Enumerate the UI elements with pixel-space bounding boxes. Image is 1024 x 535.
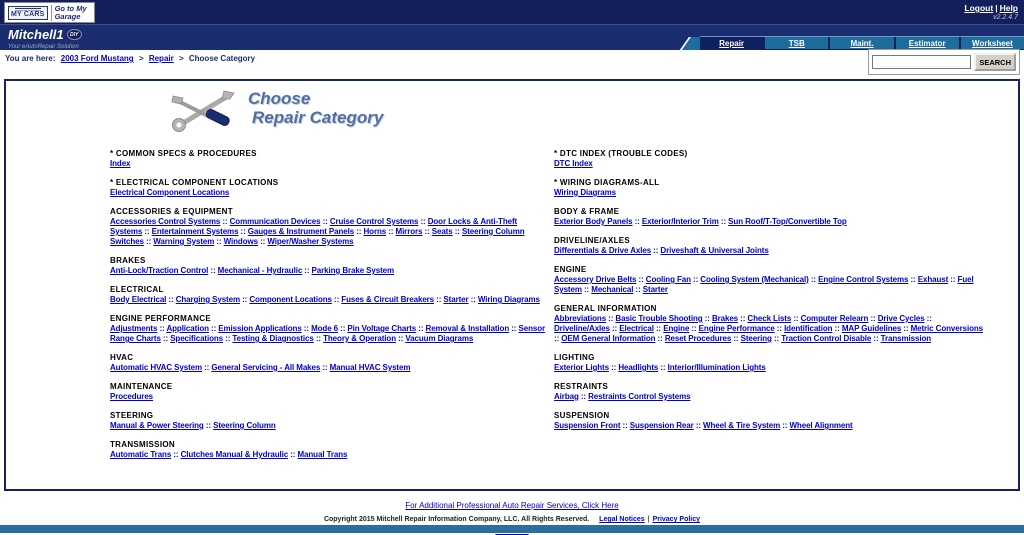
link-separator: :: xyxy=(320,363,330,372)
breadcrumb-separator: > xyxy=(138,54,144,63)
category-link[interactable]: Transmission xyxy=(880,334,932,343)
category-section-general-information xyxy=(554,303,984,344)
category-link[interactable]: Wiring Diagrams xyxy=(554,188,616,197)
link-separator: :: xyxy=(434,295,444,304)
privacy-policy-link[interactable]: Privacy Policy xyxy=(652,516,701,523)
link-separator: :: xyxy=(418,217,428,226)
link-separator: :: xyxy=(578,392,589,401)
link-separator: :: xyxy=(208,266,218,275)
category-section-transmission xyxy=(110,439,550,460)
category-link[interactable]: Communication Devices xyxy=(229,217,321,226)
link-separator: :: xyxy=(653,324,664,333)
my-cars-plate-icon xyxy=(8,6,48,20)
category-link[interactable]: Vacuum Diagrams xyxy=(405,334,474,343)
link-separator: :: xyxy=(808,275,819,284)
link-separator: :: xyxy=(257,237,268,246)
category-title: ENGINE xyxy=(554,265,587,274)
category-title: * COMMON SPECS & PROCEDURES xyxy=(110,149,257,158)
category-link[interactable]: Mechanical - Hydraulic xyxy=(217,266,303,275)
breadcrumb xyxy=(5,54,255,63)
link-separator: :: xyxy=(655,334,665,343)
category-link[interactable]: Wheel & Tire System xyxy=(703,421,781,430)
category-link[interactable]: Application xyxy=(166,324,209,333)
link-separator: :: xyxy=(609,324,620,333)
category-title: DRIVELINE/AXLES xyxy=(554,236,631,245)
category-link[interactable]: Exterior/Interior Trim xyxy=(641,217,719,226)
category-link[interactable]: Testing & Diagnostics xyxy=(232,334,314,343)
link-separator: :: xyxy=(301,324,312,333)
category-link[interactable]: Engine Control Systems xyxy=(818,275,909,284)
category-link[interactable]: Theory & Operation xyxy=(323,334,396,343)
link-separator: :: xyxy=(581,285,592,294)
category-links xyxy=(110,421,550,431)
category-link[interactable]: Body Electrical xyxy=(110,295,167,304)
category-section-brakes xyxy=(110,255,550,276)
category-title: BODY & FRAME xyxy=(554,207,620,216)
link-separator: :: xyxy=(468,295,478,304)
link-separator: :: xyxy=(203,421,214,430)
tab-repair[interactable]: Repair xyxy=(700,37,763,51)
category-link[interactable]: Mirrors xyxy=(395,227,423,236)
category-link[interactable]: Exhaust xyxy=(917,275,949,284)
category-link[interactable]: Fuses & Circuit Breakers xyxy=(341,295,435,304)
category-links xyxy=(554,188,984,198)
breadcrumb-row xyxy=(0,50,1024,79)
link-separator: :: xyxy=(606,314,616,323)
link-separator: :: xyxy=(718,217,729,226)
category-link[interactable]: Manual Trans xyxy=(297,450,348,459)
category-links xyxy=(110,324,550,344)
link-separator: :: xyxy=(143,237,154,246)
link-separator: :: xyxy=(396,334,406,343)
copyright-text: Copyright 2015 Mitchell Repair Information Company, LLC. All Rights Reserved. xyxy=(323,516,590,523)
category-link[interactable]: Exterior Body Panels xyxy=(554,217,633,226)
category-links xyxy=(110,295,550,305)
link-separator: :: xyxy=(690,275,701,284)
link-separator: :: xyxy=(636,275,646,284)
category-link[interactable]: Wiper/Washer Systems xyxy=(267,237,354,246)
category-title: SUSPENSION xyxy=(554,411,610,420)
category-links xyxy=(110,266,550,276)
category-links xyxy=(110,392,550,402)
category-section-body-frame xyxy=(554,206,984,227)
category-link[interactable]: Gauges & Instrument Panels xyxy=(247,227,355,236)
additional-services-link[interactable]: For Additional Professional Auto Repair Services, Click Here xyxy=(405,501,619,510)
link-separator: :: xyxy=(238,227,248,236)
category-link[interactable]: Automatic Trans xyxy=(110,450,172,459)
category-link[interactable]: MAP Guidelines xyxy=(841,324,902,333)
link-separator: :: xyxy=(239,295,250,304)
breadcrumb-current-page: Choose Category xyxy=(188,54,256,63)
category-links xyxy=(110,188,550,198)
go-to-garage-label: Go to My Garage xyxy=(51,5,91,21)
category-link[interactable]: Airbag xyxy=(554,392,579,401)
version-label: v2.2.4.7 xyxy=(993,14,1018,21)
footer xyxy=(0,491,1024,525)
category-link[interactable]: Electrical xyxy=(619,324,654,333)
search-button[interactable]: SEARCH xyxy=(974,53,1016,71)
link-separator: :: xyxy=(208,324,219,333)
category-links xyxy=(554,159,984,169)
category-links xyxy=(554,217,984,227)
link-separator: :: xyxy=(868,314,878,323)
link-separator: :: xyxy=(214,237,224,246)
category-link[interactable]: Adjustments xyxy=(110,324,158,333)
logout-link[interactable]: Logout xyxy=(964,3,994,13)
category-links xyxy=(554,363,984,373)
category-section-dtc-index-trouble-codes xyxy=(554,148,984,169)
page-header xyxy=(170,87,1018,133)
link-separator: :: xyxy=(832,324,842,333)
category-link[interactable]: Procedures xyxy=(110,392,154,401)
link-separator: :: xyxy=(223,334,233,343)
category-section-suspension xyxy=(554,410,984,431)
category-link[interactable]: Windows xyxy=(223,237,258,246)
category-link[interactable]: Suspension Front xyxy=(554,421,621,430)
category-links xyxy=(554,392,984,402)
category-title: ELECTRICAL xyxy=(110,285,164,294)
link-separator: :: xyxy=(948,275,958,284)
category-links xyxy=(110,363,550,373)
link-separator: :: xyxy=(771,334,782,343)
category-link[interactable]: Interior/Illumination Lights xyxy=(667,363,766,372)
link-separator: :: xyxy=(416,324,426,333)
category-link[interactable]: Computer Relearn xyxy=(800,314,869,323)
category-title: ENGINE PERFORMANCE xyxy=(110,314,211,323)
category-section-hvac xyxy=(110,352,550,373)
category-link[interactable]: Steering Column xyxy=(213,421,276,430)
category-links xyxy=(110,217,550,247)
category-link[interactable]: Drive Cycles xyxy=(877,314,925,323)
category-links xyxy=(554,246,984,256)
link-separator: :: xyxy=(731,334,741,343)
link-separator: :: xyxy=(620,421,630,430)
category-link[interactable]: Mechanical xyxy=(591,285,634,294)
category-title: RESTRAINTS xyxy=(554,382,609,391)
link-separator: :: xyxy=(633,285,643,294)
category-link[interactable]: Seats xyxy=(431,227,453,236)
category-link[interactable]: DTC Index xyxy=(554,159,593,168)
link-separator: :: xyxy=(791,314,801,323)
category-title: BRAKES xyxy=(110,256,146,265)
legal-notices-link[interactable]: Legal Notices xyxy=(599,516,645,523)
category-column-left xyxy=(110,148,550,468)
category-link[interactable]: Fuel System xyxy=(554,275,974,294)
crossed-tools-icon xyxy=(170,87,238,133)
category-link[interactable]: Traction Control Disable xyxy=(781,334,872,343)
category-link[interactable]: Accessory Drive Belts xyxy=(554,275,637,284)
category-title: GENERAL INFORMATION xyxy=(554,304,657,313)
category-link[interactable]: Steering Column Switches xyxy=(110,227,525,246)
link-separator: :: xyxy=(780,421,790,430)
category-link[interactable]: Starter xyxy=(642,285,668,294)
category-title: LIGHTING xyxy=(554,353,595,362)
category-section-engine xyxy=(554,264,984,295)
link-separator: :: xyxy=(774,324,785,333)
category-link[interactable]: OEM General Information xyxy=(561,334,656,343)
category-link[interactable]: Pin Voltage Charts xyxy=(347,324,417,333)
category-columns xyxy=(6,148,1018,468)
link-separator: :: xyxy=(171,450,181,459)
category-link[interactable]: Restraints Control Systems xyxy=(588,392,691,401)
link-separator: :: xyxy=(901,324,911,333)
category-link[interactable]: Emission Applications xyxy=(218,324,302,333)
my-cars-label: MY CARS xyxy=(11,10,45,18)
link-divider: | xyxy=(647,516,650,523)
category-link[interactable]: Charging System xyxy=(175,295,240,304)
category-title: * ELECTRICAL COMPONENT LOCATIONS xyxy=(110,178,279,187)
link-separator: :: xyxy=(142,227,152,236)
category-link[interactable]: Component Locations xyxy=(249,295,332,304)
link-separator: :: xyxy=(908,275,918,284)
category-link[interactable]: Accessories Control Systems xyxy=(110,217,221,226)
category-link[interactable]: Basic Trouble Shooting xyxy=(615,314,703,323)
link-separator: :: xyxy=(220,217,230,226)
category-title: * DTC INDEX (TROUBLE CODES) xyxy=(554,149,688,158)
link-separator: :: xyxy=(689,324,699,333)
logo-bar xyxy=(0,24,1024,50)
category-section-electrical-component-locations xyxy=(110,177,550,198)
category-link[interactable]: Cooling System (Mechanical) xyxy=(700,275,809,284)
link-separator: :: xyxy=(738,314,748,323)
category-title: MAINTENANCE xyxy=(110,382,173,391)
category-link[interactable]: Brakes xyxy=(711,314,739,323)
category-link[interactable]: Warning System xyxy=(153,237,215,246)
page-title-line1: Choose xyxy=(248,89,311,108)
link-separator: :: xyxy=(658,363,668,372)
category-links xyxy=(110,450,550,460)
link-separator: :: xyxy=(288,450,298,459)
tab-worksheet[interactable]: Worksheet xyxy=(959,37,1024,51)
category-link[interactable]: Entertainment Systems xyxy=(151,227,239,236)
link-separator: :: xyxy=(422,227,432,236)
link-separator: :: xyxy=(693,421,704,430)
link-separator: :: xyxy=(302,266,312,275)
page-title-line2: Repair Category xyxy=(252,108,384,127)
category-links xyxy=(554,314,984,344)
category-link[interactable]: Driveline/Axles xyxy=(554,324,610,333)
link-separator: :: xyxy=(452,227,462,236)
category-link[interactable]: Metric Conversions xyxy=(910,324,984,333)
category-link[interactable]: Manual HVAC System xyxy=(329,363,411,372)
diy-badge-icon: DIY xyxy=(67,29,82,40)
category-link[interactable]: Reset Procedures xyxy=(664,334,732,343)
category-link[interactable]: Starter xyxy=(443,295,469,304)
breadcrumb-prefix: You are here: xyxy=(5,54,56,63)
category-link[interactable]: Sun Roof/T-Top/Convertible Top xyxy=(728,217,847,226)
page-title xyxy=(248,89,383,127)
category-link[interactable]: Cruise Control Systems xyxy=(329,217,419,226)
copyright-row xyxy=(0,516,1024,523)
category-section-electrical xyxy=(110,284,550,305)
tab-tsb[interactable]: TSB xyxy=(763,37,828,51)
search-panel xyxy=(868,49,1020,75)
category-link[interactable]: Identification xyxy=(784,324,833,333)
link-divider: | xyxy=(995,3,998,13)
category-title: HVAC xyxy=(110,353,134,362)
link-separator: :: xyxy=(651,246,661,255)
link-separator: :: xyxy=(166,295,176,304)
category-link[interactable]: Engine Performance xyxy=(698,324,775,333)
category-link[interactable]: Exterior Lights xyxy=(554,363,609,372)
breadcrumb-vehicle-link[interactable]: 2003 Ford Mustang xyxy=(60,54,134,63)
link-separator: :: xyxy=(509,324,519,333)
category-link[interactable]: Index xyxy=(110,159,131,168)
category-links xyxy=(110,159,550,169)
help-link[interactable]: Help xyxy=(999,3,1018,13)
category-link[interactable]: Driveshaft & Universal Joints xyxy=(660,246,769,255)
category-link[interactable]: Removal & Installation xyxy=(425,324,510,333)
category-section-accessories-equipment xyxy=(110,206,550,247)
link-separator: :: xyxy=(160,334,171,343)
category-links xyxy=(554,421,984,431)
category-section-engine-performance xyxy=(110,313,550,344)
main-content-box xyxy=(4,79,1020,491)
brand-name: Mitchell1 xyxy=(8,27,64,42)
top-right-links xyxy=(964,3,1018,21)
link-separator: :: xyxy=(354,227,364,236)
category-section-restraints xyxy=(554,381,984,402)
bottom-bar xyxy=(0,525,1024,533)
category-link[interactable]: Manual & Power Steering xyxy=(110,421,204,430)
category-title: * WIRING DIAGRAMS-ALL xyxy=(554,178,660,187)
link-separator: :: xyxy=(331,295,342,304)
link-separator: :: xyxy=(554,334,562,343)
breadcrumb-separator: > xyxy=(178,54,184,63)
category-link[interactable]: General Servicing - All Makes xyxy=(211,363,321,372)
category-section-wiring-diagrams-all xyxy=(554,177,984,198)
category-link[interactable]: Wheel Alignment xyxy=(789,421,853,430)
category-section-lighting xyxy=(554,352,984,373)
category-link[interactable]: Headlights xyxy=(618,363,659,372)
category-section-common-specs-procedures xyxy=(110,148,550,169)
category-link[interactable]: Steering xyxy=(740,334,772,343)
top-bar xyxy=(0,0,1024,24)
tab-estimator[interactable]: Estimator xyxy=(894,37,959,51)
category-title: STEERING xyxy=(110,411,154,420)
category-link[interactable]: Differentials & Drive Axles xyxy=(554,246,652,255)
category-link[interactable]: Sensor Range Charts xyxy=(110,324,546,343)
link-separator: :: xyxy=(320,217,330,226)
go-to-my-garage-button[interactable] xyxy=(4,2,95,23)
category-link[interactable]: Wiring Diagrams xyxy=(477,295,540,304)
category-title: TRANSMISSION xyxy=(110,440,175,449)
category-link[interactable]: Engine xyxy=(663,324,690,333)
category-link[interactable]: Door Locks & Anti-Theft Systems xyxy=(110,217,518,236)
category-link[interactable]: Suspension Rear xyxy=(629,421,694,430)
link-separator: :: xyxy=(632,217,642,226)
category-link[interactable]: Mode 6 xyxy=(311,324,339,333)
link-separator: :: xyxy=(386,227,396,236)
category-links xyxy=(554,275,984,295)
link-separator: :: xyxy=(313,334,324,343)
link-separator: :: xyxy=(924,314,932,323)
category-link[interactable]: Clutches Manual & Hydraulic xyxy=(180,450,289,459)
link-separator: :: xyxy=(702,314,712,323)
tab-maint[interactable]: Maint. xyxy=(828,37,893,51)
link-separator: :: xyxy=(871,334,881,343)
category-link[interactable]: Specifications xyxy=(170,334,224,343)
search-input[interactable] xyxy=(872,55,971,69)
category-link[interactable]: Check Lists xyxy=(747,314,792,323)
category-section-driveline-axles xyxy=(554,235,984,256)
link-separator: :: xyxy=(157,324,167,333)
breadcrumb-repair-link[interactable]: Repair xyxy=(148,54,174,63)
category-link[interactable]: Electrical Component Locations xyxy=(110,188,230,197)
link-separator: :: xyxy=(338,324,348,333)
brand-tagline: Your eAutoRepair Solution xyxy=(8,44,79,50)
category-title: ACCESSORIES & EQUIPMENT xyxy=(110,207,233,216)
category-column-right xyxy=(554,148,984,468)
category-link[interactable]: Horns xyxy=(363,227,387,236)
mitchell1-logo[interactable] xyxy=(8,26,82,50)
category-link[interactable]: Automatic HVAC System xyxy=(110,363,202,372)
category-link[interactable]: Parking Brake System xyxy=(311,266,395,275)
category-link[interactable]: Anti-Lock/Traction Control xyxy=(110,266,209,275)
category-link[interactable]: Abbreviations xyxy=(554,314,607,323)
category-section-steering xyxy=(110,410,550,431)
category-section-maintenance xyxy=(110,381,550,402)
link-separator: :: xyxy=(202,363,212,372)
category-link[interactable]: Cooling Fan xyxy=(645,275,691,284)
link-separator: :: xyxy=(608,363,619,372)
